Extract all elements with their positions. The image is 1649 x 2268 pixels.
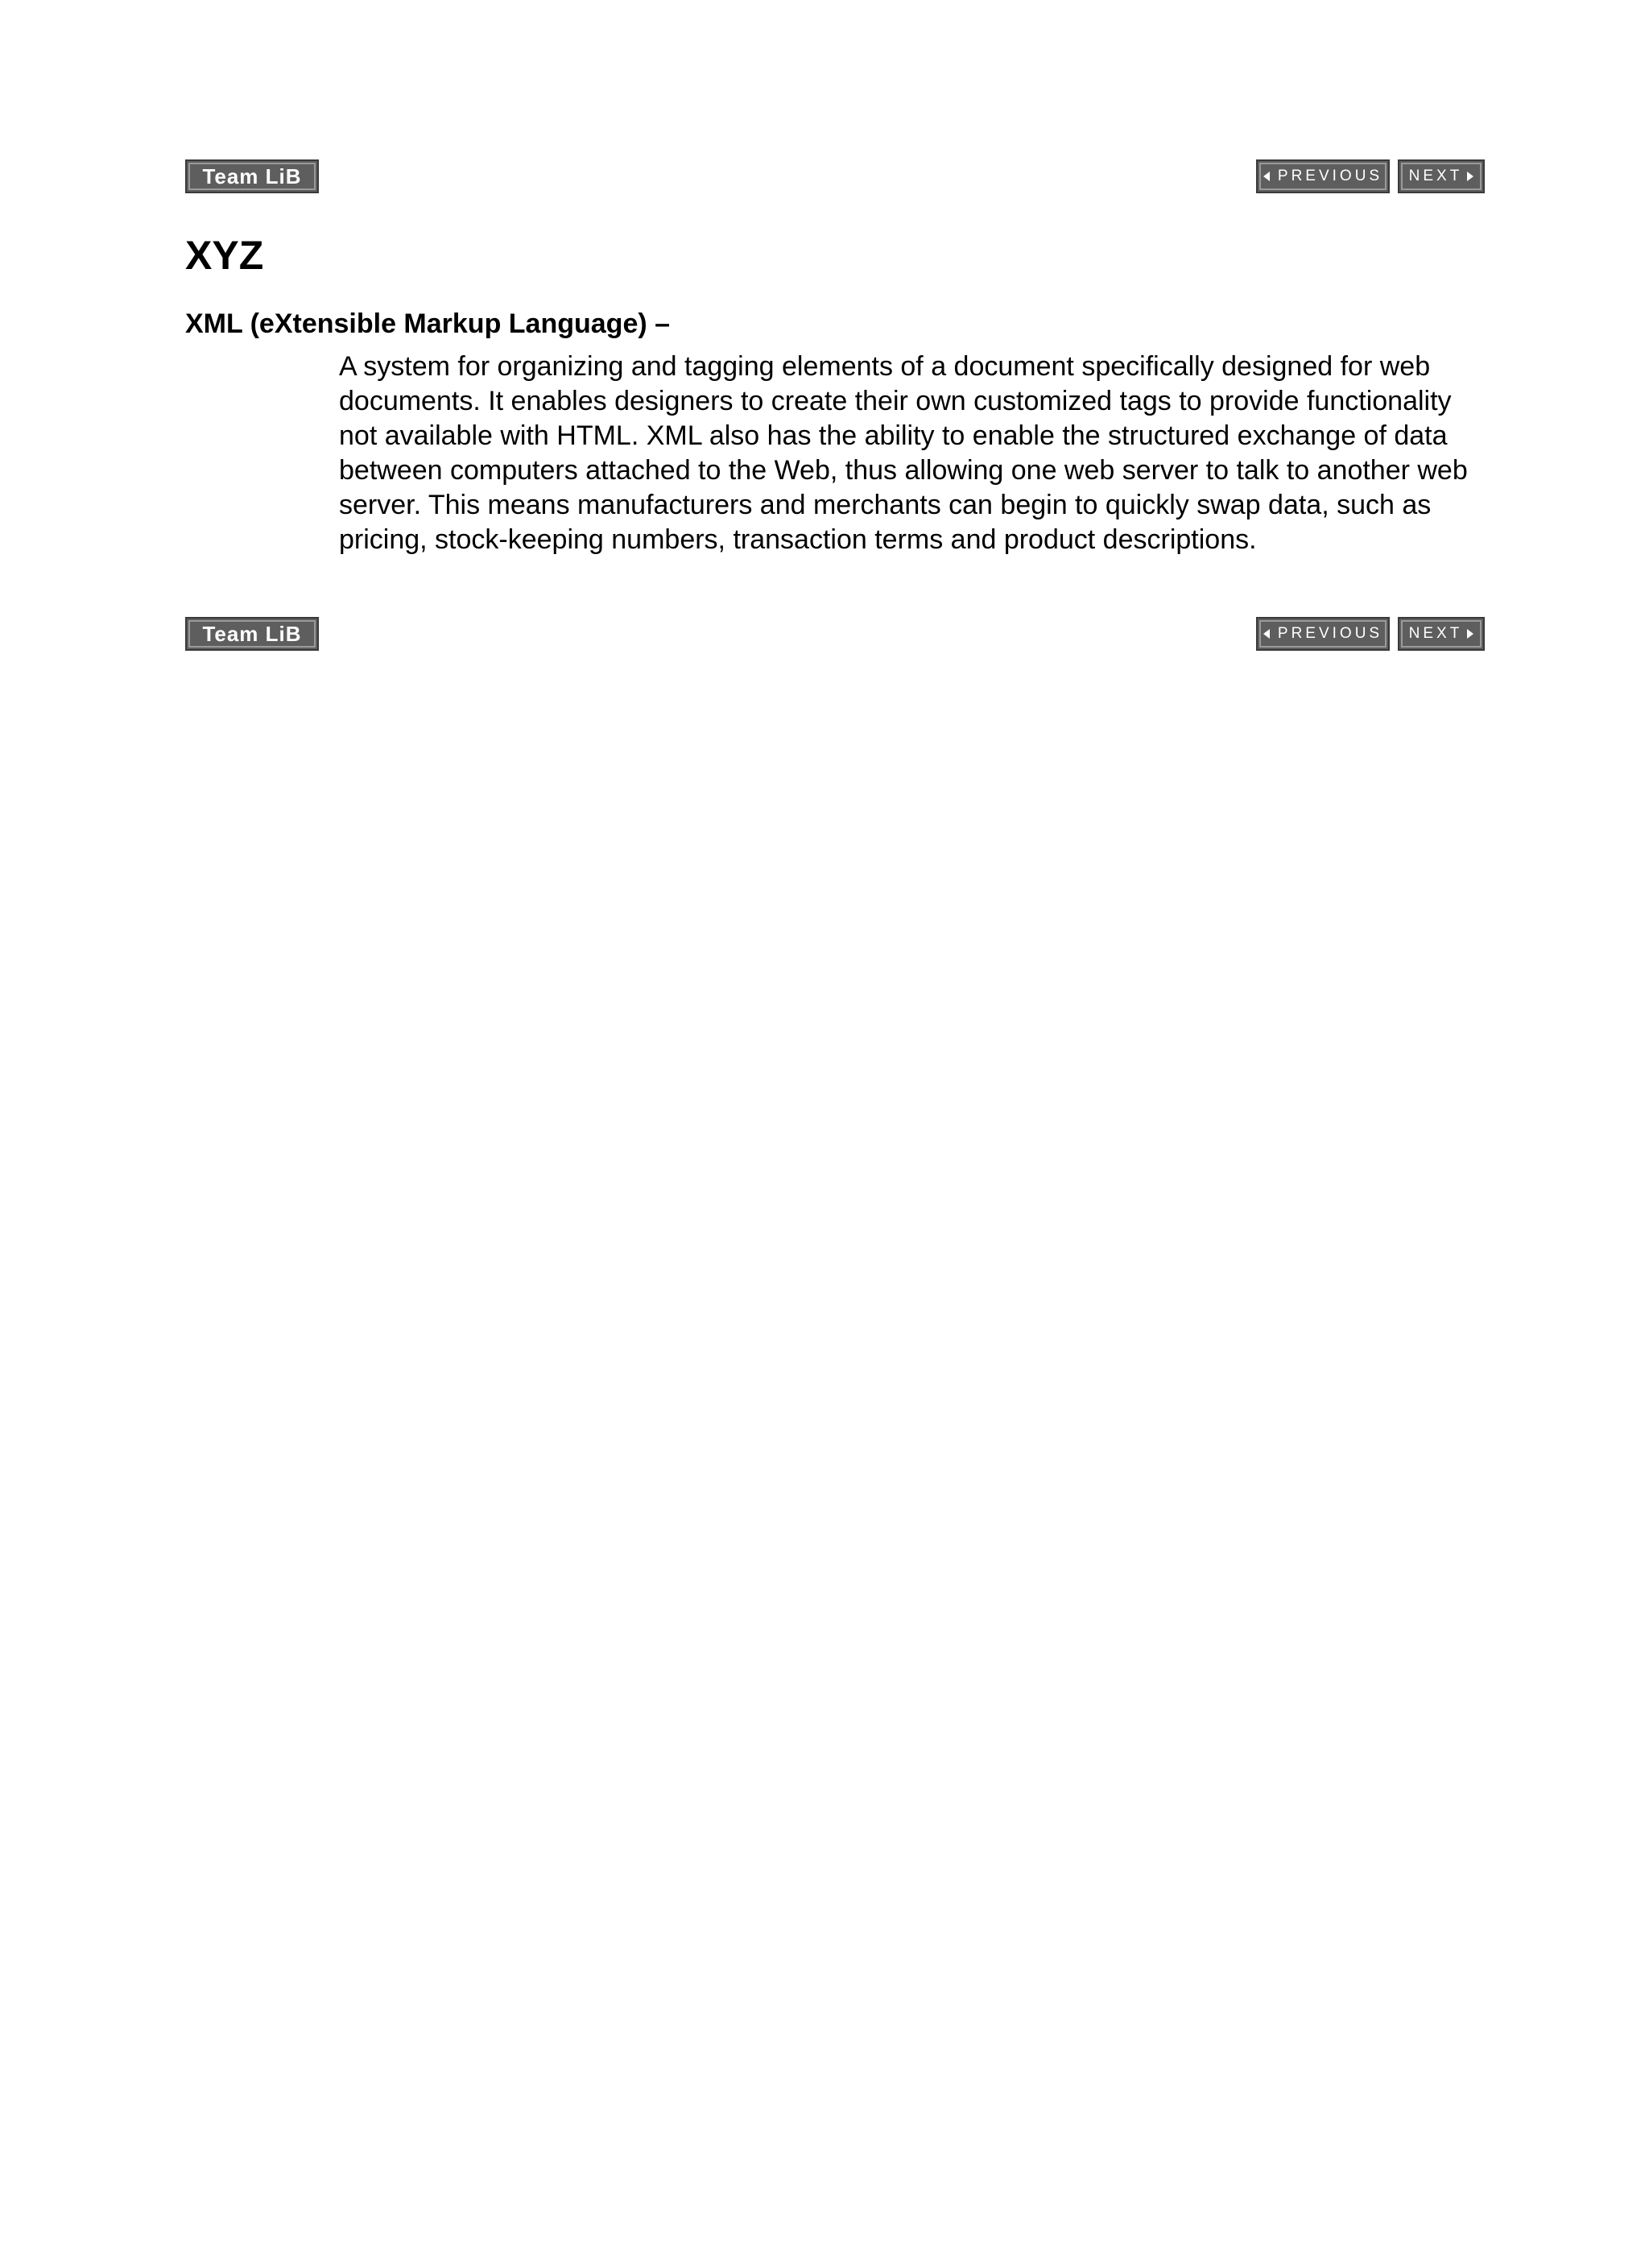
previous-label: PREVIOUS bbox=[1277, 625, 1383, 642]
next-button[interactable] bbox=[1398, 159, 1485, 193]
next-label: NEXT bbox=[1408, 625, 1463, 642]
next-button[interactable] bbox=[1398, 617, 1485, 651]
previous-label: PREVIOUS bbox=[1277, 168, 1383, 184]
previous-button[interactable] bbox=[1256, 617, 1390, 651]
glossary-term: XML (eXtensible Markup Language) – bbox=[185, 308, 671, 339]
glossary-definition: A system for organizing and tagging elements of a document specifically designed for web documents. It enables designers to create their own customized tags to provide functionality not available with HTML. XML also has the ability to enable the structured exchange of data between computers attached to the Web, thus allowing one web server to talk to another web server. This means manufacturers and merchants can begin to quickly swap data, such as pricing, stock-keeping numbers, transaction terms and product descriptions. bbox=[339, 351, 1468, 555]
arrow-right-icon bbox=[1467, 172, 1473, 181]
arrow-left-icon bbox=[1263, 172, 1270, 181]
team-lib-logo-button[interactable] bbox=[185, 159, 319, 193]
team-lib-label: Team LiB bbox=[202, 163, 302, 188]
arrow-left-icon bbox=[1263, 629, 1270, 639]
bottom-navigation-bar bbox=[185, 617, 1485, 651]
page-title: XYZ bbox=[185, 233, 264, 278]
team-lib-label: Team LiB bbox=[202, 621, 302, 646]
previous-button[interactable] bbox=[1256, 159, 1390, 193]
next-label: NEXT bbox=[1408, 168, 1463, 184]
top-navigation-bar bbox=[185, 159, 1485, 193]
arrow-right-icon bbox=[1467, 629, 1473, 639]
team-lib-logo-button[interactable] bbox=[185, 617, 319, 651]
